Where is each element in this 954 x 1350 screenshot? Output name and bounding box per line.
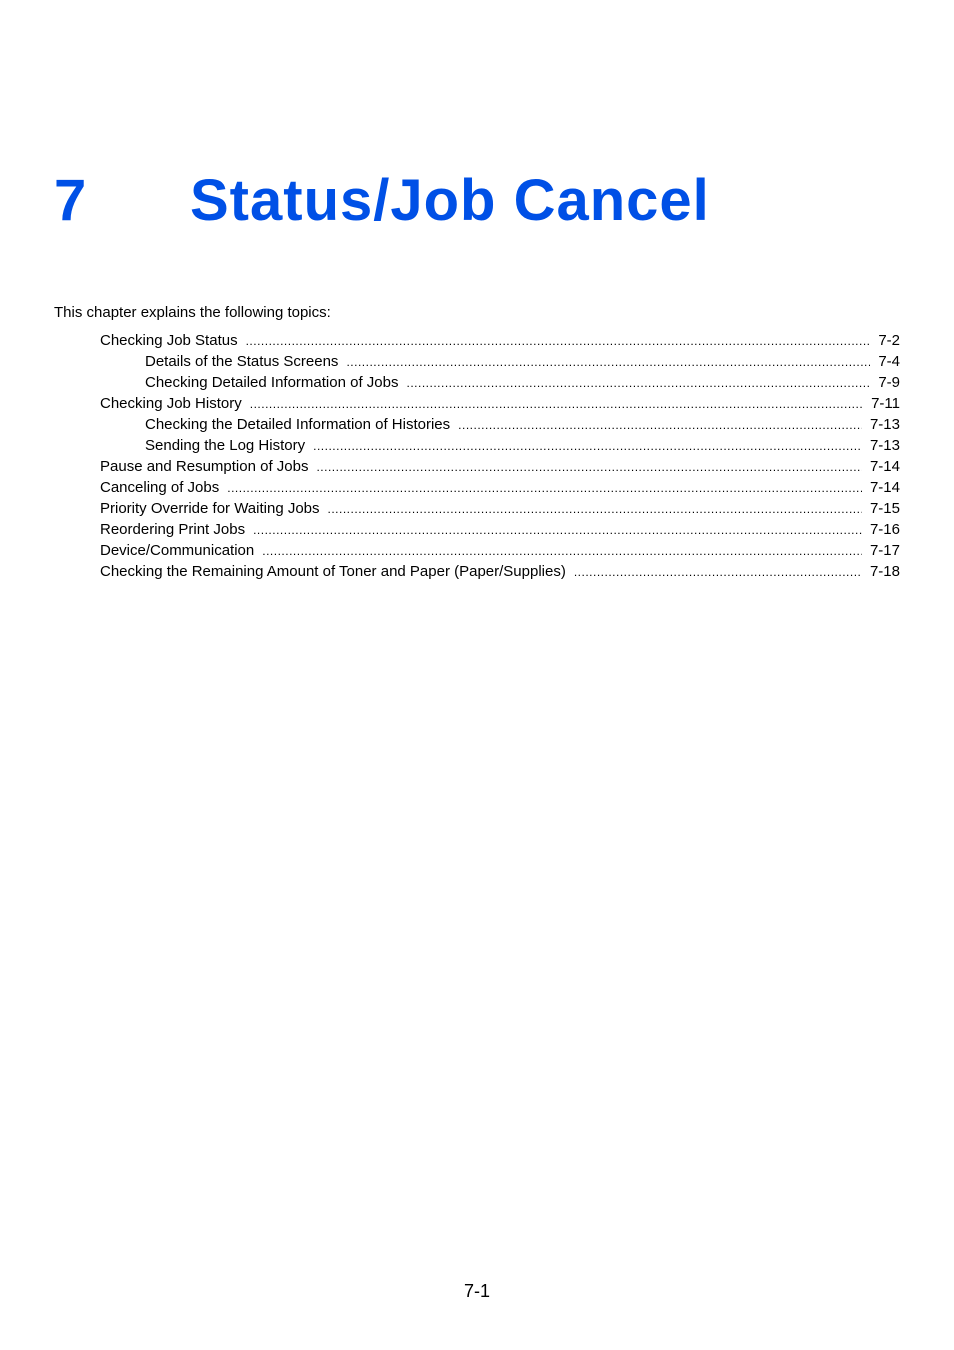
toc-entry-label[interactable]: Checking the Detailed Information of Histories [145, 416, 451, 433]
table-of-contents [0, 332, 954, 584]
toc-entry-page[interactable]: 7-14 [869, 479, 900, 496]
toc-entry-page[interactable]: 7-9 [878, 374, 900, 391]
toc-dot-leader [406, 374, 870, 392]
toc-entry-label[interactable]: Checking Detailed Information of Jobs [145, 374, 399, 391]
toc-dot-leader [313, 437, 862, 455]
chapter-number: 7 [54, 168, 87, 233]
toc-dot-leader [458, 416, 862, 434]
toc-entry-label[interactable]: Checking the Remaining Amount of Toner and Paper (Paper/Supplies) [100, 563, 566, 580]
toc-entry-label[interactable]: Details of the Status Screens [145, 353, 339, 370]
toc-entry[interactable] [0, 563, 954, 584]
toc-dot-leader [346, 353, 870, 371]
toc-entry-page[interactable]: 7-13 [869, 437, 900, 454]
toc-entry[interactable] [0, 437, 954, 458]
toc-entry-page[interactable]: 7-15 [869, 500, 900, 517]
toc-entry-page[interactable]: 7-17 [869, 542, 900, 559]
toc-entry-label[interactable]: Canceling of Jobs [100, 479, 220, 496]
toc-dot-leader [250, 395, 863, 413]
toc-dot-leader [253, 521, 862, 539]
toc-entry[interactable] [0, 374, 954, 395]
toc-entry[interactable] [0, 542, 954, 563]
toc-entry-label[interactable]: Priority Override for Waiting Jobs [100, 500, 320, 517]
intro-text: This chapter explains the following topics: [54, 304, 331, 321]
toc-entry-page[interactable]: 7-2 [878, 332, 900, 349]
toc-entry-label[interactable]: Reordering Print Jobs [100, 521, 246, 538]
toc-dot-leader [574, 563, 862, 581]
toc-entry[interactable] [0, 353, 954, 374]
page-number: 7-1 [463, 1281, 490, 1301]
toc-entry-label[interactable]: Pause and Resumption of Jobs [100, 458, 309, 475]
toc-entry[interactable] [0, 479, 954, 500]
toc-entry[interactable] [0, 416, 954, 437]
chapter-title: Status/Job Cancel [190, 168, 710, 233]
toc-dot-leader [227, 479, 862, 497]
toc-entry[interactable] [0, 332, 954, 353]
toc-dot-leader [316, 458, 862, 476]
toc-entry[interactable] [0, 500, 954, 521]
toc-entry-page[interactable]: 7-11 [871, 395, 900, 412]
toc-entry[interactable] [0, 458, 954, 479]
toc-dot-leader [262, 542, 862, 560]
toc-entry-page[interactable]: 7-13 [869, 416, 900, 433]
toc-entry-page[interactable]: 7-14 [869, 458, 900, 475]
toc-entry[interactable] [0, 395, 954, 416]
toc-entry-label[interactable]: Sending the Log History [145, 437, 306, 454]
toc-entry[interactable] [0, 521, 954, 542]
toc-entry-label[interactable]: Checking Job Status [100, 332, 238, 349]
toc-entry-label[interactable]: Device/Communication [100, 542, 255, 559]
toc-entry-page[interactable]: 7-18 [869, 563, 900, 580]
toc-dot-leader [246, 332, 871, 350]
toc-entry-label[interactable]: Checking Job History [100, 395, 242, 412]
toc-dot-leader [328, 500, 862, 518]
toc-entry-page[interactable]: 7-16 [869, 521, 900, 538]
toc-entry-page[interactable]: 7-4 [878, 353, 900, 370]
